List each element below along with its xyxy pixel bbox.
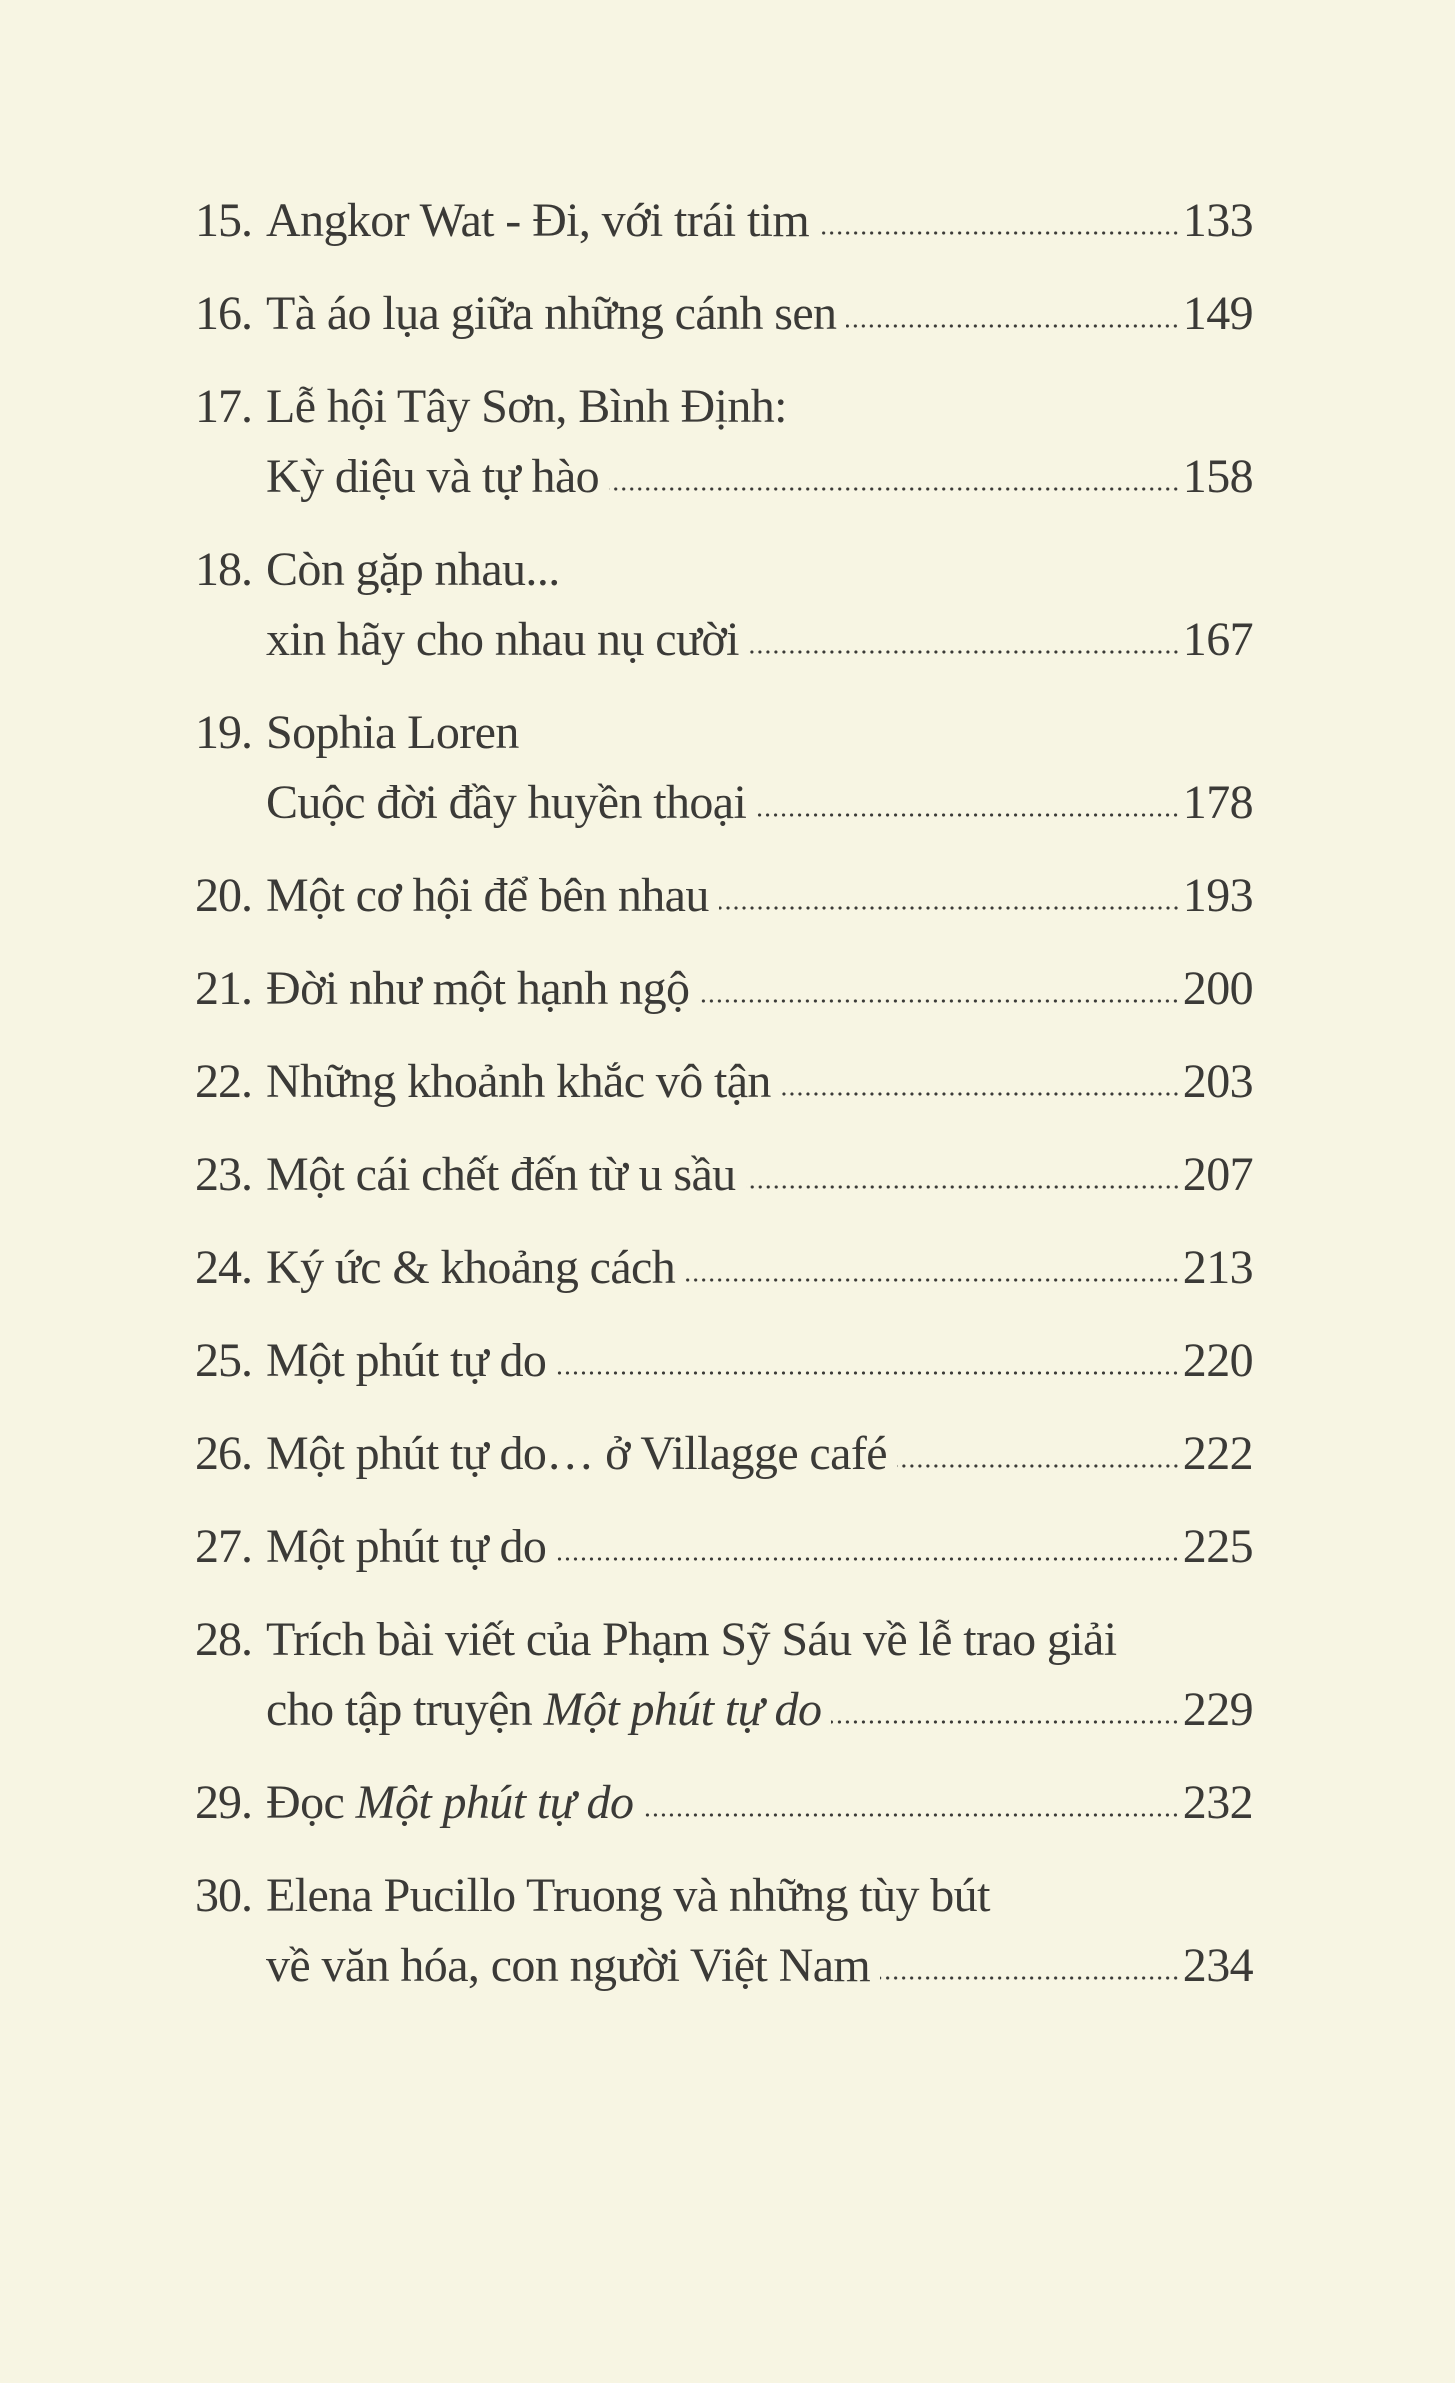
title-line [266,372,1253,442]
page-number: 220 [1182,1334,1253,1387]
title-line [266,1861,1253,1931]
dot-leader [819,230,1180,236]
entry-title [266,372,1253,512]
page-number: 203 [1182,1055,1253,1108]
title-text: Kỳ diệu và tự hào [266,450,600,503]
title-text: Một phút tự do… ở Villagge café [266,1427,887,1480]
entry-number: 23. [195,1148,252,1201]
title-line [266,861,1253,931]
title-text: Angkor Wat - Đi, với trái tim [266,194,810,247]
dot-leader [643,1812,1179,1818]
entry-title [266,1512,1253,1582]
title-text: Đọc [266,1776,356,1829]
page-number: 234 [1182,1939,1253,1992]
entry-title [266,1233,1253,1303]
title-line [266,1512,1253,1582]
title-text: Một cơ hội để bên nhau [266,869,709,922]
dot-leader [897,1463,1180,1469]
entry-title [266,1861,1253,2001]
italic-book-title: Một phút tự do [355,1776,634,1829]
entry-title [266,1047,1253,1117]
entry-title [266,279,1253,349]
toc-entry [195,1233,1253,1303]
toc-entry [195,1047,1253,1117]
entry-title [266,1140,1253,1210]
title-text: Đời như một hạnh ngộ [266,962,690,1015]
page-number: 207 [1182,1148,1253,1201]
toc-entry [195,954,1253,1024]
entry-number: 15. [195,194,252,247]
dot-leader [699,998,1179,1004]
dot-leader [556,1370,1179,1376]
page-number: 167 [1182,613,1253,666]
dot-leader [749,649,1180,655]
dot-leader [831,1719,1179,1725]
title-text: về văn hóa, con người Việt Nam [266,1939,871,1992]
title-line [266,1233,1253,1303]
page-number: 178 [1182,776,1253,829]
entry-number: 17. [195,380,252,433]
entry-number: 24. [195,1241,252,1294]
toc-entry [195,1768,1253,1838]
title-line [266,1675,1253,1745]
title-text: Một phút tự do [266,1520,547,1573]
italic-book-title: Một phút tự do [543,1683,822,1736]
title-line [266,535,1253,605]
toc-entry [195,1861,1253,2001]
page-number: 229 [1182,1683,1253,1736]
entry-number: 30. [195,1869,252,1922]
title-line [266,768,1253,838]
title-text: Elena Pucillo Truong và những tùy bút [266,1869,990,1922]
title-line [266,1047,1253,1117]
page-number: 222 [1182,1427,1253,1480]
toc-entry [195,1419,1253,1489]
dot-leader [746,1184,1180,1190]
entry-number: 29. [195,1776,252,1829]
dot-leader [556,1556,1179,1562]
entry-title [266,535,1253,675]
title-text: xin hãy cho nhau nụ cười [266,613,739,666]
dot-leader [880,1975,1180,1981]
page-number: 213 [1182,1241,1253,1294]
entry-number: 21. [195,962,252,1015]
toc-entry [195,535,1253,675]
entry-number: 20. [195,869,252,922]
title-text: Tà áo lụa giữa những cánh sen [266,287,837,340]
entry-number: 19. [195,706,252,759]
page-number: 193 [1182,869,1253,922]
entry-number: 26. [195,1427,252,1480]
page-number: 158 [1182,450,1253,503]
page-number: 200 [1182,962,1253,1015]
toc-entry [195,1326,1253,1396]
table-of-contents [195,186,1253,2024]
entry-title [266,1605,1253,1745]
toc-entry [195,279,1253,349]
title-line [266,279,1253,349]
entry-number: 16. [195,287,252,340]
entry-number: 25. [195,1334,252,1387]
title-line [266,1140,1253,1210]
entry-title [266,698,1253,838]
title-text: Sophia Loren [266,706,519,759]
title-line [266,1326,1253,1396]
dot-leader [685,1277,1180,1283]
entry-title [266,1419,1253,1489]
toc-entry [195,1140,1253,1210]
title-line [266,698,1253,768]
title-line [266,442,1253,512]
title-line [266,1605,1253,1675]
dot-leader [609,486,1180,492]
title-line [266,1931,1253,2001]
page-number: 225 [1182,1520,1253,1573]
dot-leader [719,905,1180,911]
title-text: Cuộc đời đầy huyền thoại [266,776,747,829]
title-text: Lễ hội Tây Sơn, Bình Định: [266,380,787,433]
page-number: 133 [1182,194,1253,247]
entry-number: 28. [195,1613,252,1666]
title-text: cho tập truyện [266,1683,544,1736]
entry-number: 18. [195,543,252,596]
title-text: Một phút tự do [266,1334,547,1387]
title-text: Trích bài viết của Phạm Sỹ Sáu về lễ trao giải [266,1613,1117,1666]
title-line [266,605,1253,675]
toc-entry [195,861,1253,931]
dot-leader [781,1091,1180,1097]
toc-entry [195,698,1253,838]
title-text: Ký ức & khoảng cách [266,1241,676,1294]
title-line [266,1768,1253,1838]
page-number: 232 [1182,1776,1253,1829]
title-line [266,186,1253,256]
title-text: Một cái chết đến từ u sầu [266,1148,736,1201]
entry-title [266,861,1253,931]
entry-title [266,1326,1253,1396]
title-line [266,954,1253,1024]
title-line [266,1419,1253,1489]
dot-leader [846,323,1179,329]
entry-number: 27. [195,1520,252,1573]
title-text: Còn gặp nhau... [266,543,560,596]
dot-leader [756,812,1180,818]
entry-number: 22. [195,1055,252,1108]
page-number: 149 [1182,287,1253,340]
toc-entry [195,186,1253,256]
toc-entry [195,1605,1253,1745]
title-text: Những khoảnh khắc vô tận [266,1055,771,1108]
entry-title [266,1768,1253,1838]
toc-entry [195,372,1253,512]
entry-title [266,954,1253,1024]
toc-entry [195,1512,1253,1582]
entry-title [266,186,1253,256]
